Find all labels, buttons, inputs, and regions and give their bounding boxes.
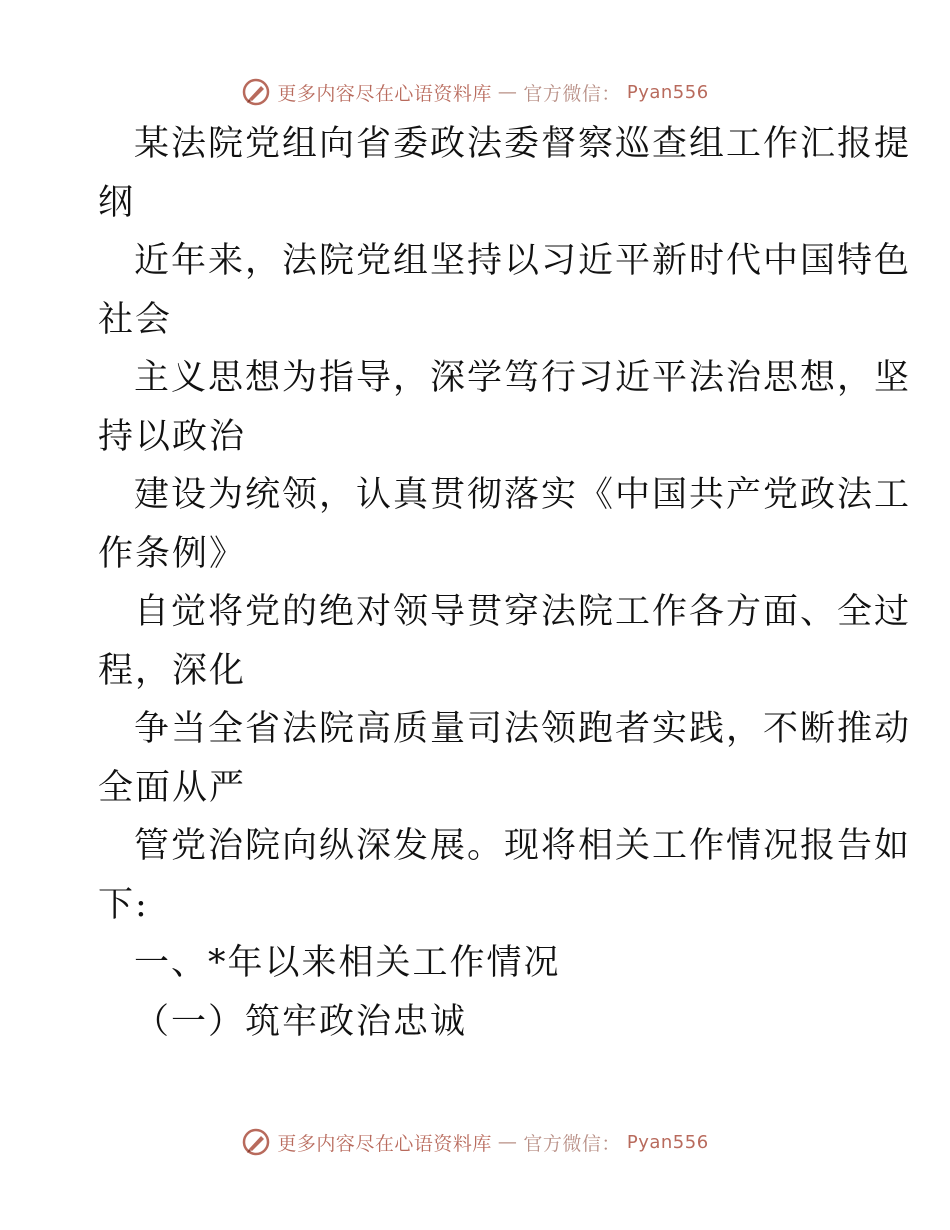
title-line-2: 纲 xyxy=(98,182,136,223)
paragraph-line: 作条例》 xyxy=(98,533,247,574)
watermark-main-text: 更多内容尽在心语资料库 xyxy=(277,82,492,105)
section-heading: 一、*年以来相关工作情况 xyxy=(134,943,561,983)
paragraph-line: 全面从严 xyxy=(98,767,247,808)
title-line-1: 某法院党组向省委政法委督察巡查组工作汇报提 xyxy=(134,124,912,164)
paragraph-line: 主义思想为指导，深学笃行习近平法治思想，坚 xyxy=(134,358,912,398)
watermark-dash: — xyxy=(497,1131,518,1153)
watermark-id: Pyan556 xyxy=(626,81,709,103)
paragraph-line: 持以政治 xyxy=(98,416,247,457)
paragraph-line: 管党治院向纵深发展。现将相关工作情况报告如 xyxy=(134,826,912,866)
paragraph-line: 社会 xyxy=(98,299,173,340)
paragraph-line: 建设为统领，认真贯彻落实《中国共产党政法工 xyxy=(134,475,912,515)
watermark-main-text: 更多内容尽在心语资料库 xyxy=(277,1132,492,1155)
subsection-heading: （一）筑牢政治忠诚 xyxy=(134,1001,468,1042)
paragraph-line: 近年来，法院党组坚持以习近平新时代中国特色 xyxy=(134,241,912,281)
pen-logo-icon xyxy=(241,1127,271,1157)
watermark-sub-text: 官方微信： xyxy=(523,1132,621,1155)
paragraph-line: 下: xyxy=(98,884,149,925)
watermark-sub-text: 官方微信： xyxy=(523,82,621,105)
header-watermark xyxy=(0,70,950,114)
pen-logo-icon xyxy=(241,77,271,107)
paragraph-line: 程，深化 xyxy=(98,650,247,691)
paragraph-line: 争当全省法院高质量司法领跑者实践，不断推动 xyxy=(134,709,912,749)
document-body xyxy=(98,122,912,1058)
footer-watermark xyxy=(0,1120,950,1164)
paragraph-line: 自觉将党的绝对领导贯穿法院工作各方面、全过 xyxy=(134,592,912,632)
watermark-id: Pyan556 xyxy=(626,1131,709,1153)
watermark-dash: — xyxy=(497,81,518,103)
